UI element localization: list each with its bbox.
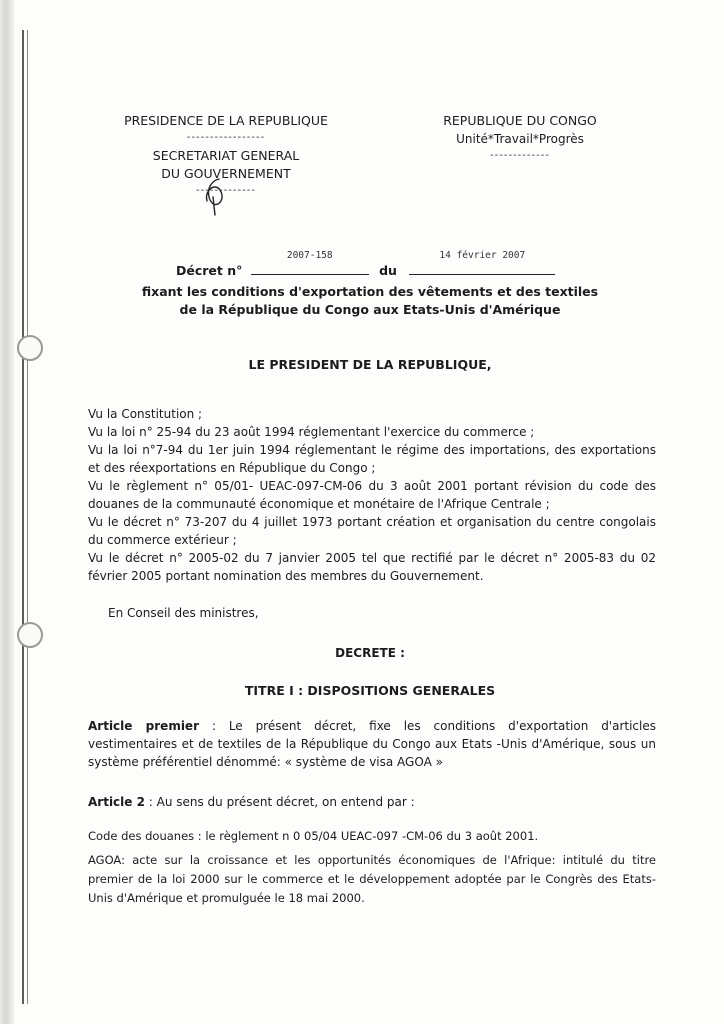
visa-item: Vu la loi n° 25-94 du 23 août 1994 réglementant l'exercice du commerce ; [88,425,535,439]
visa-item: Vu le décret n° 73-207 du 4 juillet 1973 portant création et organisation du centre congolais du commerce extérieur ; [88,515,656,547]
article-1 [88,717,656,771]
article-1-label: Article premier [88,719,199,733]
motto-label: Unité*Travail*Progrès [456,132,584,146]
header-right-separator: ------------- [490,150,550,161]
article-2-label: Article 2 [88,795,145,809]
handwritten-initials-signature [193,175,235,217]
titre-heading: TITRE I : DISPOSITIONS GENERALES [244,683,496,698]
secretariat-label: SECRETARIAT GENERAL [152,148,300,163]
decree-label: Décret n° [176,263,243,278]
visa-item: Vu la Constitution ; [88,407,203,421]
visas-list [88,405,656,585]
republique-label: REPUBLIQUE DU CONGO [443,113,597,128]
gouvernement-label: DU GOUVERNEMENT [161,166,291,181]
punch-hole-bottom [17,622,43,648]
header-left-separator-1: ----------------- [186,132,266,143]
article-1-text: : Le présent décret, fixe les conditions d'exportation d'articles vestimentaires et de textiles de la République du Congo aux Etats -Unis d'Amérique, sous un système préférentiel dénommé: « système de visa AGOA » [88,719,657,769]
decree-date-value: 14 février 2007 [439,250,526,261]
president-heading: LE PRESIDENT DE LA REPUBLIQUE, [248,357,492,372]
decree-title-line-1: fixant les conditions d'exportation des vêtements et des textiles [141,284,599,299]
decree-number-value: 2007-158 [286,250,333,261]
article-2-text: : Au sens du présent décret, on entend par : [144,795,415,809]
definition-agoa: AGOA: acte sur la croissance et les opportunités économiques de l'Afrique: intitulé du titre premier de la loi 2000 sur le commerce et le développement adoptée par le Congrès des Etats- Unis d'Amérique et promulguée le 18 mai 2000. [88,853,656,905]
decree-number-line [176,250,556,278]
decree-title-line-2: de la République du Congo aux Etats-Unis d'Amérique [179,302,561,317]
decrete-heading: DECRETE : [335,646,405,660]
decree-du-label: du [379,263,397,278]
visa-item: Vu le règlement n° 05/01- UEAC-097-CM-06 du 3 août 2001 portant révision du code des douanes de la communauté économique et monétaire de l'Afrique Centrale ; [88,479,656,511]
header-left-separator-2: ------------- [196,185,256,196]
decree-title [90,283,650,319]
punch-hole-top [17,335,43,361]
visa-item: Vu le décret n° 2005-02 du 7 janvier 2005 tel que rectifié par le décret n° 2005-83 du 02 février 2005 portant nomination des membres du Gouvernement. [88,551,656,583]
article-2 [88,793,656,811]
decree-date-field [409,250,555,275]
conseil-line: En Conseil des ministres, [108,606,259,620]
visa-item: Vu la loi n°7-94 du 1er juin 1994 réglementant le régime des importations, des exportations et des réexportations en République du Congo ; [88,443,656,475]
decree-number-field [251,250,369,275]
presidence-label: PRESIDENCE DE LA REPUBLIQUE [124,113,328,128]
scan-binding-line [22,30,24,1004]
definition-code-douanes: Code des douanes : le règlement n 0 05/04 UEAC-097 -CM-06 du 3 août 2001. [88,829,539,843]
header-right-block [430,112,610,165]
scan-edge-shadow [0,0,14,1024]
scan-binding-line-inner [27,30,28,1004]
